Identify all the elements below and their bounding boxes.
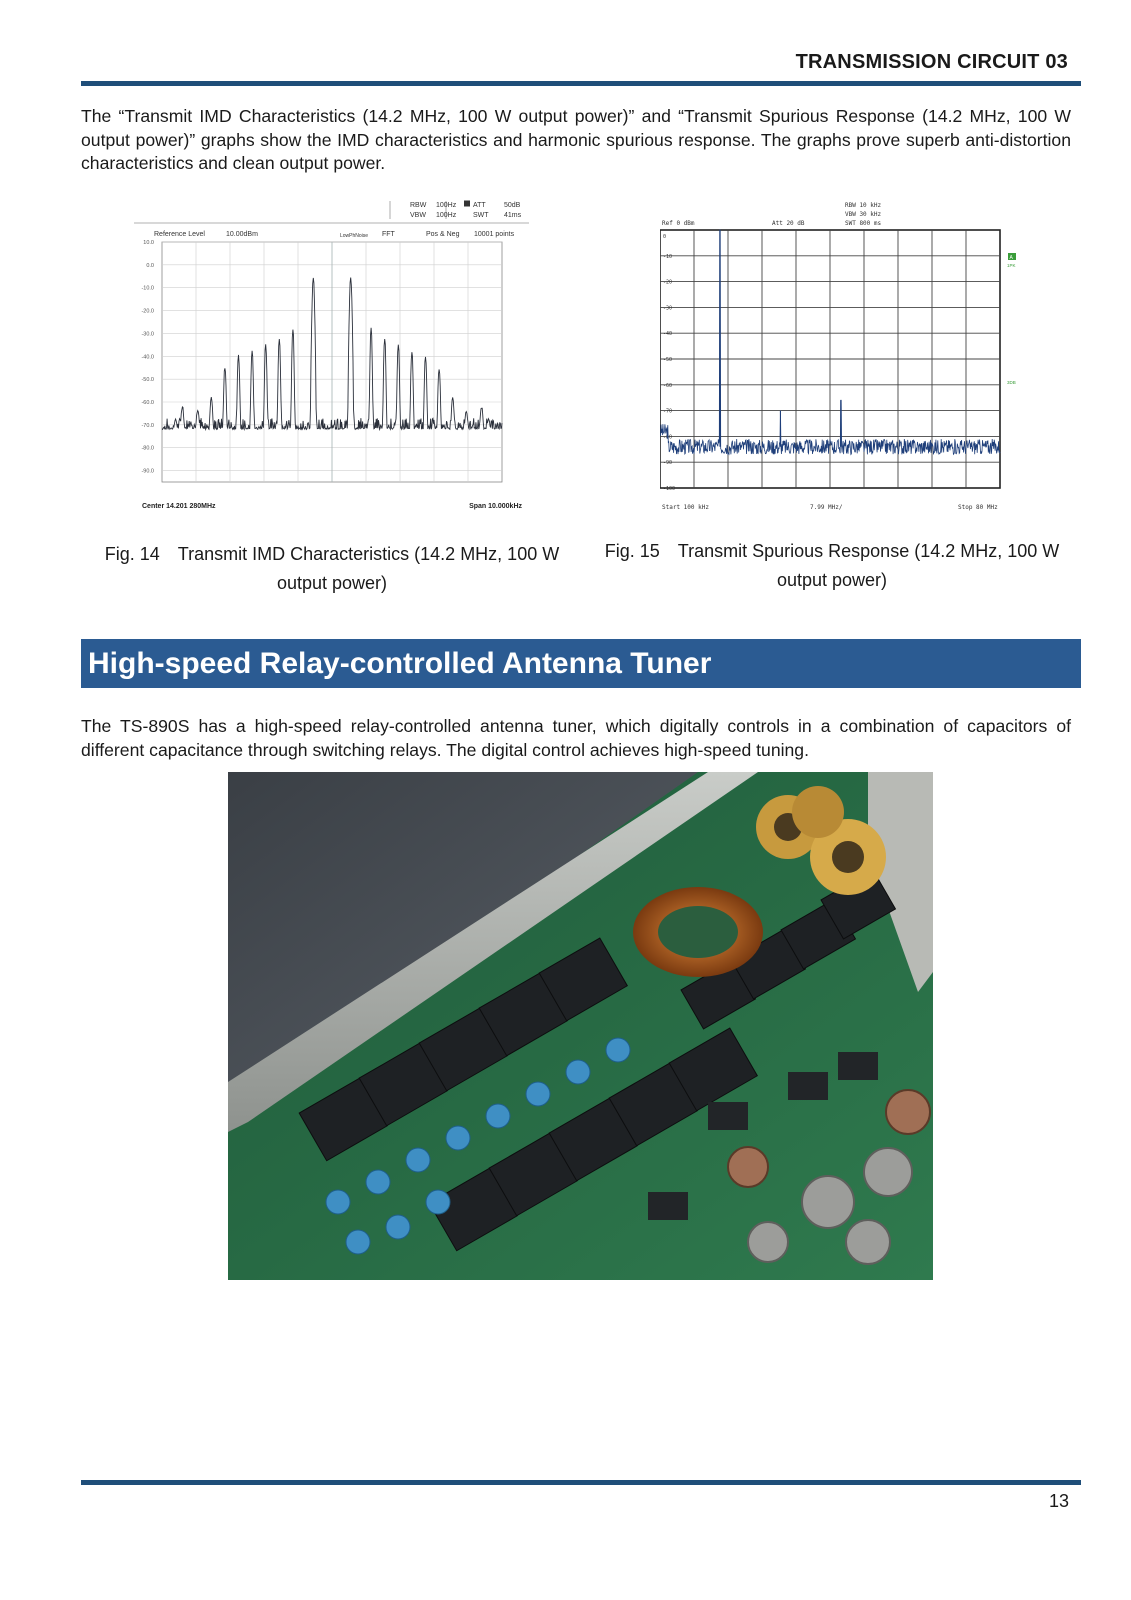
imd-y-tick: -30.0 (141, 331, 154, 338)
imd-span: Span 10.000kHz (469, 503, 522, 510)
spur-marker-a: A (1009, 255, 1013, 261)
imd-rbw-value: 100Hz (436, 202, 457, 209)
imd-fft: FFT (382, 231, 395, 238)
imd-mode: LowPhNoise (340, 233, 369, 239)
imd-ref-label: Reference Level (154, 231, 205, 238)
imd-y-tick: -10.0 (141, 285, 154, 292)
imd-vbw-value: 100Hz (436, 212, 457, 219)
section-title: High-speed Relay-controlled Antenna Tuner (88, 647, 712, 680)
imd-y-tick: 10.0 (143, 240, 154, 246)
running-header: TRANSMISSION CIRCUIT 03 (795, 51, 1068, 73)
fig15-caption-text: Transmit Spurious Response (14.2 MHz, 100 W output power) (677, 541, 1060, 590)
imd-y-tick: -70.0 (141, 422, 154, 429)
intro-paragraph: The “Transmit IMD Characteristics (14.2 MHz, 100 W output power)” and “Transmit Spurious Response (14.2 MHz, 100 W output power)” graphs show the IMD characteristics and harmonic spurious response. The graphs prove superb anti-distortion characteristics and clean output power. (81, 106, 1071, 173)
spur-ref: Ref 0 dBm (662, 220, 695, 227)
fig15-number: Fig. 15 (604, 541, 660, 561)
imd-chart (134, 197, 529, 511)
imd-rbw-label: RBW (410, 202, 427, 209)
imd-y-tick: -60.0 (141, 400, 154, 406)
circuit-board-photo (228, 772, 933, 1280)
imd-att-icon (464, 201, 470, 207)
imd-swt-value: 41ms (504, 212, 522, 219)
spur-y-tick: -80 (663, 434, 673, 441)
spur-start: Start 100 kHz (662, 504, 709, 511)
section-heading-bar (81, 639, 1081, 688)
imd-detector: Pos & Neg (426, 231, 460, 238)
imd-y-tick: -50.0 (141, 377, 154, 384)
spur-y-tick: -30 (663, 305, 673, 312)
spur-marker-1pk: 1PK (1007, 263, 1016, 268)
imd-y-tick: -40.0 (141, 354, 154, 361)
imd-plot-area (141, 240, 502, 482)
spur-att: Att 20 dB (772, 220, 805, 227)
fig14-caption-text: Transmit IMD Characteristics (14.2 MHz, 100 W output power) (177, 544, 560, 593)
spur-y-tick: -50 (663, 357, 673, 363)
spur-marker-3db: 3DB (1007, 380, 1016, 385)
bottom-rule (81, 1480, 1081, 1485)
fig14-number: Fig. 14 (104, 544, 160, 564)
spurious-chart (660, 198, 1020, 514)
spur-y-tick: -100 (663, 486, 676, 492)
spur-stop: Stop 80 MHz (958, 504, 998, 511)
spur-rbw: RBW 10 kHz (845, 202, 882, 209)
spur-vbw: VBW 30 kHz (845, 211, 882, 218)
imd-center: Center 14.201 280MHz (142, 503, 216, 510)
spur-y-tick: 0 (663, 234, 667, 240)
page-number: 13 (1048, 1491, 1069, 1511)
tuner-paragraph: The TS-890S has a high-speed relay-controlled antenna tuner, which digitally controls in a combination of capacitors of different capacitance through switching relays. The digital control achieves high-speed tuning. (81, 716, 1071, 760)
spur-y-tick: -40 (663, 331, 673, 338)
imd-vbw-label: VBW (410, 212, 426, 219)
spur-div: 7.99 MHz/ (810, 504, 843, 511)
fig14-caption (92, 540, 572, 598)
imd-att-label: ATT (473, 202, 486, 209)
spur-y-tick: -70 (663, 408, 673, 415)
spur-y-tick: -20 (663, 279, 673, 286)
imd-swt-label: SWT (473, 212, 489, 219)
spur-swt: SWT 800 ms (845, 220, 882, 227)
imd-y-tick: -90.0 (141, 468, 154, 475)
imd-points: 10001 points (474, 231, 515, 238)
imd-y-tick: -20.0 (141, 308, 154, 315)
top-rule (81, 81, 1081, 86)
imd-y-tick: 0.0 (146, 262, 154, 269)
spur-plot-area (660, 230, 1000, 492)
spur-y-tick: -10 (663, 253, 673, 260)
spur-y-tick: -90 (663, 460, 673, 467)
imd-ref-value: 10.00dBm (226, 231, 258, 238)
spur-y-tick: -60 (663, 382, 673, 389)
imd-att-value: 50dB (504, 202, 521, 209)
imd-y-tick: -80.0 (141, 445, 154, 452)
fig15-caption (592, 537, 1072, 595)
